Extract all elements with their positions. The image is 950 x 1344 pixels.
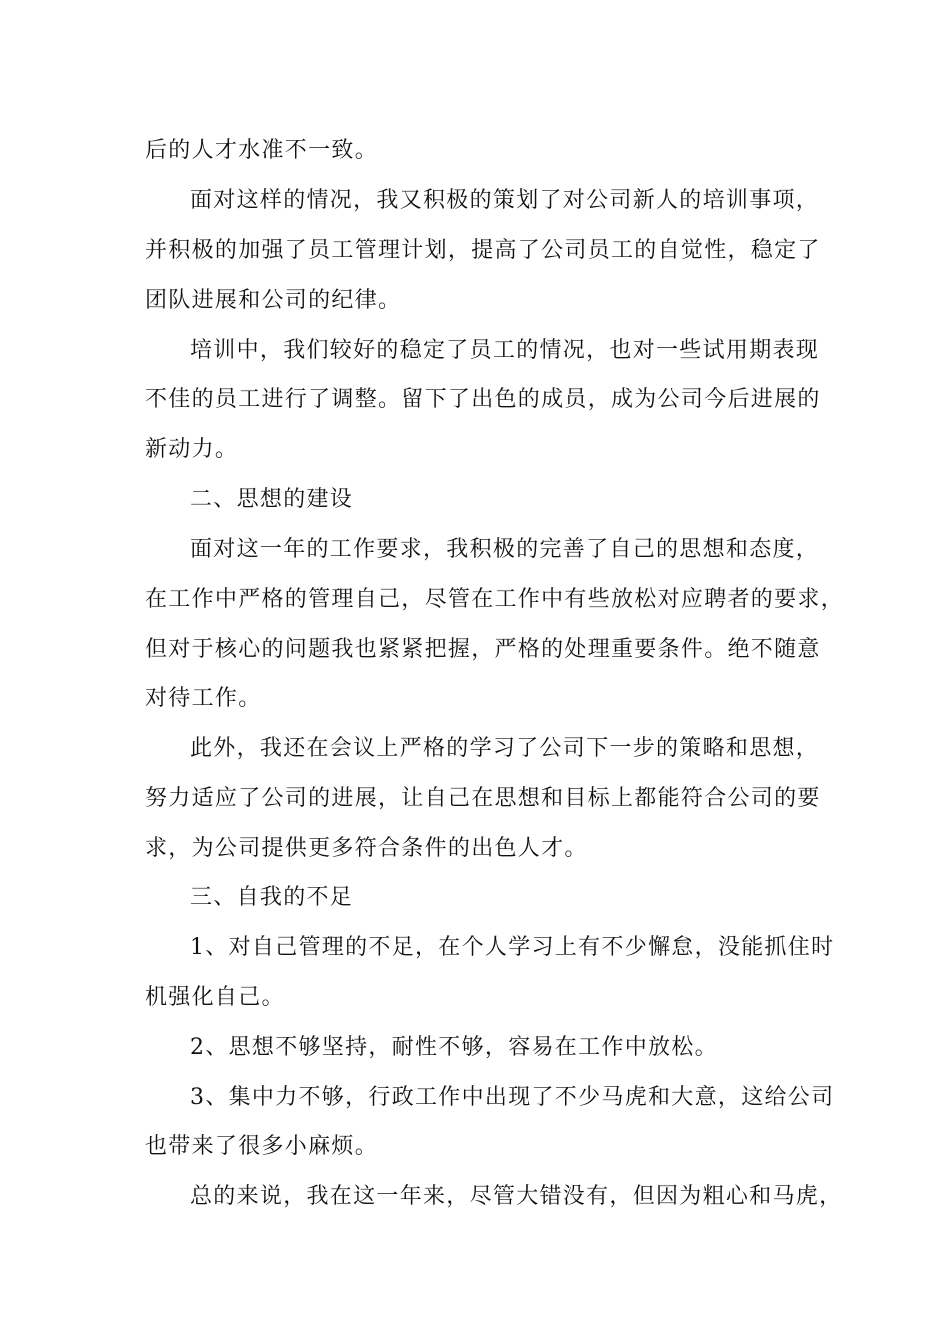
text-line: 在工作中严格的管理自己，尽管在工作中有些放松对应聘者的要求，	[145, 587, 845, 612]
text-line: 努力适应了公司的进展，让自己在思想和目标上都能符合公司的要	[145, 786, 821, 811]
text-line: 后的人才水准不一致。	[145, 138, 379, 163]
text-line: 新动力。	[145, 437, 239, 462]
list-item-first-line: 3、集中力不够，行政工作中出现了不少马虎和大意，这给公司	[190, 1085, 835, 1110]
list-item-first-line: 1、对自己管理的不足，在个人学习上有不少懈怠，没能抓住时	[190, 935, 835, 960]
text-line: 但对于核心的问题我也紧紧把握，严格的处理重要条件。绝不随意	[145, 637, 821, 662]
paragraph-first-line: 此外，我还在会议上严格的学习了公司下一步的策略和思想，	[190, 736, 820, 761]
text-line: 团队进展和公司的纪律。	[145, 288, 402, 313]
text-line: 并积极的加强了员工管理计划，提高了公司员工的自觉性，稳定了	[145, 238, 821, 263]
paragraph-first-line: 面对这一年的工作要求，我积极的完善了自己的思想和态度，	[190, 537, 820, 562]
paragraph-first-line: 培训中，我们较好的稳定了员工的情况，也对一些试用期表现	[190, 338, 820, 363]
text-line: 也带来了很多小麻烦。	[145, 1134, 379, 1159]
section-heading: 二、思想的建设	[190, 487, 354, 512]
list-item-first-line: 2、思想不够坚持，耐性不够，容易在工作中放松。	[190, 1035, 718, 1060]
text-line: 不佳的员工进行了调整。留下了出色的成员，成为公司今后进展的	[145, 387, 821, 412]
text-line: 机强化自己。	[145, 985, 285, 1010]
paragraph-first-line: 面对这样的情况，我又积极的策划了对公司新人的培训事项，	[190, 188, 820, 213]
text-line: 求，为公司提供更多符合条件的出色人才。	[145, 836, 588, 861]
section-heading: 三、自我的不足	[190, 885, 354, 910]
text-line: 对待工作。	[145, 686, 262, 711]
paragraph-first-line: 总的来说，我在这一年来，尽管大错没有，但因为粗心和马虎，	[190, 1184, 843, 1209]
